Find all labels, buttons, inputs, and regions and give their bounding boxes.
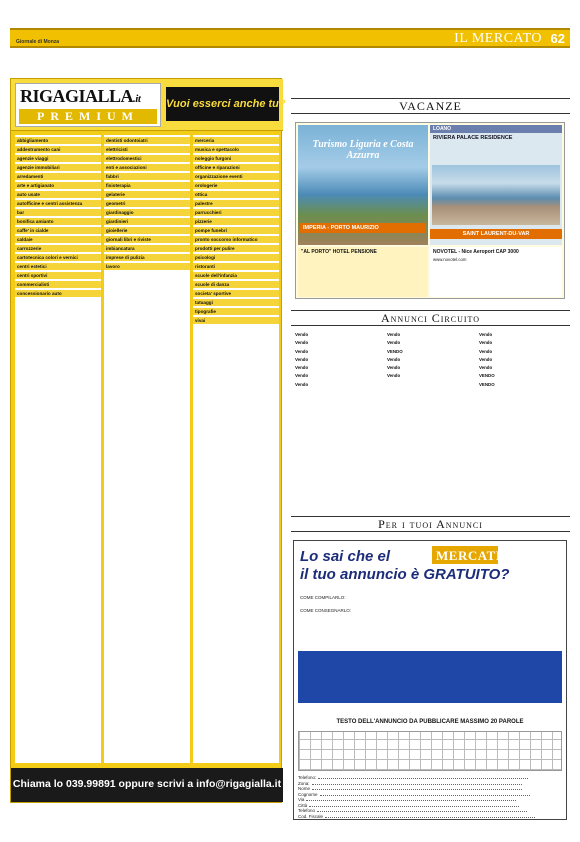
annuncio-lead: VENDO xyxy=(479,381,495,387)
directory-category: tatuaggi xyxy=(193,299,279,306)
directory-category: scuole di danza xyxy=(193,281,279,288)
form-field-row xyxy=(298,814,535,819)
annuncio-item xyxy=(479,349,567,354)
directory-category: organizzazione eventi xyxy=(193,173,279,180)
hotel-novotel-line: www.novotel.com xyxy=(433,257,467,262)
directory-category: palestre xyxy=(193,200,279,207)
logo-premium-label: PREMIUM xyxy=(19,109,157,124)
form-field-label: Telefono xyxy=(298,808,316,813)
mercatino-label: MERCATINO xyxy=(436,548,522,563)
annuncio-item xyxy=(295,357,383,362)
annuncio-lead: Vendo xyxy=(387,373,401,379)
directory-category: concessionario auto xyxy=(15,290,101,297)
rigagialla-directory xyxy=(10,78,286,803)
form-headline-2: il tuo annuncio è GRATUITO? xyxy=(300,566,510,583)
vacanze-title: VACANZE xyxy=(291,98,570,114)
form-field-label: Nome xyxy=(298,786,311,791)
directory-category: fabbri xyxy=(104,173,190,180)
annunci-column-1 xyxy=(295,332,383,512)
header-section-title: IL MERCATO xyxy=(454,31,542,46)
annuncio-lead: Vendo xyxy=(387,365,401,371)
annuncio-lead: Vendo xyxy=(479,356,493,362)
hotel-novotel-title: NOVOTEL - Nice Aeroport CAP 3000 xyxy=(433,249,519,255)
directory-category: elettrodomestici xyxy=(104,155,190,162)
annuncio-lead: Vendo xyxy=(479,348,493,354)
directory-category: tipografie xyxy=(193,308,279,315)
directory-category: caffe' in cialde xyxy=(15,227,101,234)
directory-category: addestramento cani xyxy=(15,146,101,153)
annuncio-item xyxy=(295,382,383,387)
directory-category: prodotti per pulire xyxy=(193,245,279,252)
annuncio-item xyxy=(479,332,567,337)
directory-columns xyxy=(15,135,279,763)
directory-category: bonifica amianto xyxy=(15,218,101,225)
directory-category: psicologi xyxy=(193,254,279,261)
directory-slogan: Vuoi esserci anche tu? xyxy=(166,87,279,121)
directory-category: giornali libri e riviste xyxy=(104,236,190,243)
directory-category: ottica xyxy=(193,191,279,198)
annuncio-item xyxy=(479,340,567,345)
annuncio-lead: Vendo xyxy=(387,332,401,337)
form-field-row xyxy=(298,775,528,780)
directory-column-1 xyxy=(15,135,101,763)
logo-brand-text: RIGAGIALLA xyxy=(20,86,134,106)
directory-banner xyxy=(11,79,286,131)
directory-category: noleggio furgoni xyxy=(193,155,279,162)
annuncio-lead: Vendo xyxy=(479,365,493,371)
form-field-row xyxy=(298,781,522,786)
directory-category: scuole dell'infanzia xyxy=(193,272,279,279)
directory-category: gioiellerie xyxy=(104,227,190,234)
directory-category: commercialisti xyxy=(15,281,101,288)
hotel-novotel xyxy=(430,247,562,297)
vacanze-ad xyxy=(295,122,565,299)
annuncio-lead: VENDO xyxy=(479,373,495,379)
annuncio-item xyxy=(479,365,567,370)
directory-category: abbigliamento xyxy=(15,137,101,144)
directory-category: orologerie xyxy=(193,182,279,189)
annuncio-item xyxy=(295,373,383,378)
hotel-al-porto-title: "AL PORTO" HOTEL PENSIONE xyxy=(301,249,377,255)
hotel-al-porto xyxy=(298,247,428,297)
form-field-input[interactable] xyxy=(306,800,516,801)
form-headline-1: Lo sai che el xyxy=(300,548,391,565)
annuncio-lead: Vendo xyxy=(295,348,309,354)
directory-category: centri sportivi xyxy=(15,272,101,279)
annuncio-item xyxy=(387,365,475,370)
directory-category: fisioterapia xyxy=(104,182,190,189)
annuncio-lead: Vendo xyxy=(479,340,493,346)
annuncio-item xyxy=(387,357,475,362)
directory-category: lavoro xyxy=(104,263,190,270)
annuncio-lead: VENDO xyxy=(387,348,403,354)
annuncio-item xyxy=(387,349,475,354)
loano-residence-name: RIVIERA PALACE RESIDENCE xyxy=(433,135,513,141)
annuncio-item xyxy=(387,340,475,345)
annunci-column-3 xyxy=(479,332,567,512)
directory-category: cartotecnica colori e vernici xyxy=(15,254,101,261)
liguria-photo-caption: Turismo Liguria e Costa Azzurra xyxy=(312,139,414,161)
directory-column-2 xyxy=(104,135,190,763)
form-field-input[interactable] xyxy=(312,789,522,790)
logo-tld: .it xyxy=(133,93,141,105)
form-field-input[interactable] xyxy=(309,806,519,807)
directory-category: pizzerie xyxy=(193,218,279,225)
annuncio-form xyxy=(293,540,567,820)
per-i-tuoi-annunci-title: Per i tuoi Annunci xyxy=(291,516,570,532)
annuncio-item xyxy=(295,365,383,370)
directory-category: geometri xyxy=(104,200,190,207)
form-field-row xyxy=(298,803,519,808)
directory-category: auto usate xyxy=(15,191,101,198)
directory-category: imprese di pulizia xyxy=(104,254,190,261)
form-field-input[interactable] xyxy=(320,795,530,796)
directory-footer-text: Chiama lo 039.99891 oppure scrivi a info@rigagialla.it xyxy=(12,778,282,790)
form-field-input[interactable] xyxy=(317,811,527,812)
directory-category: giardinaggio xyxy=(104,209,190,216)
annuncio-lead: Vendo xyxy=(295,365,309,371)
form-field-label: Zona: xyxy=(298,780,310,786)
form-field-row xyxy=(298,786,522,791)
annuncio-lead: Vendo xyxy=(479,332,493,337)
annuncio-lead: Vendo xyxy=(295,381,309,387)
form-field-label: Cognome xyxy=(298,791,318,797)
directory-category: bar xyxy=(15,209,101,216)
page-header xyxy=(10,28,570,48)
annuncio-lead: Vendo xyxy=(295,332,309,337)
form-field-label: Città xyxy=(298,802,308,808)
directory-category: giardinieri xyxy=(104,218,190,225)
annuncio-text-grid[interactable] xyxy=(298,731,562,771)
directory-category: imbiancatura xyxy=(104,245,190,252)
annunci-circuito xyxy=(295,332,567,512)
header-page-number: 62 xyxy=(550,31,565,46)
directory-footer xyxy=(11,768,283,802)
loano-bar: LOANO xyxy=(430,125,562,133)
directory-category: societa' sportive xyxy=(193,290,279,297)
form-field-row xyxy=(298,792,530,797)
annuncio-lead: Vendo xyxy=(295,340,309,346)
annunci-circuito-title: Annunci Circuito xyxy=(291,310,570,326)
directory-category: pompe funebri xyxy=(193,227,279,234)
directory-category: gelaterie xyxy=(104,191,190,198)
mercatino-badge xyxy=(432,546,522,564)
annuncio-lead: Vendo xyxy=(387,340,401,346)
directory-category: elettricisti xyxy=(104,146,190,153)
saint-laurent-bar: SAINT LAURENT-DU-VAR xyxy=(430,229,562,239)
directory-column-3 xyxy=(193,135,279,763)
directory-category: ristoranti xyxy=(193,263,279,270)
annuncio-item xyxy=(479,373,567,378)
annuncio-item xyxy=(387,373,475,378)
form-field-label: Telefono: xyxy=(298,775,317,780)
directory-category: arredamenti xyxy=(15,173,101,180)
directory-category: agenzie immobiliari xyxy=(15,164,101,171)
directory-category: pronto soccorso informatico xyxy=(193,236,279,243)
directory-category: officine e riparazioni xyxy=(193,164,279,171)
form-paragraph: COME COMPILARLO: xyxy=(300,595,346,600)
annuncio-item xyxy=(479,382,567,387)
annuncio-item xyxy=(295,332,383,337)
form-field-row xyxy=(298,797,516,802)
directory-category: dentisti odontoiatri xyxy=(104,137,190,144)
annuncio-lead: Vendo xyxy=(387,356,401,362)
form-field-input[interactable] xyxy=(312,784,522,785)
form-field-label: Via xyxy=(298,797,305,802)
annuncio-lead: Vendo xyxy=(295,373,309,379)
form-field-input[interactable] xyxy=(318,778,528,779)
form-notice xyxy=(298,651,562,703)
directory-category: carrozzerie xyxy=(15,245,101,252)
annunci-column-2 xyxy=(387,332,475,512)
directory-category: caldaie xyxy=(15,236,101,243)
loano-panel xyxy=(430,125,562,245)
directory-category: enti e associazioni xyxy=(104,164,190,171)
imperia-tag: IMPERIA - PORTO MAURIZIO xyxy=(300,223,426,233)
directory-category: autofficine e centri assistenza xyxy=(15,200,101,207)
rigagialla-logo xyxy=(15,83,161,127)
directory-category: agenzie viaggi xyxy=(15,155,101,162)
annuncio-item xyxy=(295,340,383,345)
form-paragraph: COME CONSEGNARLO: xyxy=(300,608,352,613)
annuncio-item xyxy=(295,349,383,354)
liguria-photo xyxy=(298,125,428,245)
annuncio-item xyxy=(387,332,475,337)
annuncio-lead: Vendo xyxy=(295,356,309,362)
annuncio-item xyxy=(479,357,567,362)
directory-category: musica e spettacolo xyxy=(193,146,279,153)
directory-category: centri estetici xyxy=(15,263,101,270)
directory-category: merceria xyxy=(193,137,279,144)
form-field-row xyxy=(298,808,527,813)
form-headline xyxy=(294,541,566,591)
header-paper-name: Giornale di Monza xyxy=(16,39,60,45)
directory-category: arte e artigianato xyxy=(15,182,101,189)
form-field-input[interactable] xyxy=(325,817,535,818)
directory-category: parrucchieri xyxy=(193,209,279,216)
directory-category: vivai xyxy=(193,317,279,324)
nice-photo xyxy=(432,165,560,225)
form-field-label: Cod. Fiscale xyxy=(298,813,324,819)
form-testo-label: TESTO DELL'ANNUNCIO DA PUBBLICARE MASSIMO 20 PAROLE xyxy=(336,719,524,725)
